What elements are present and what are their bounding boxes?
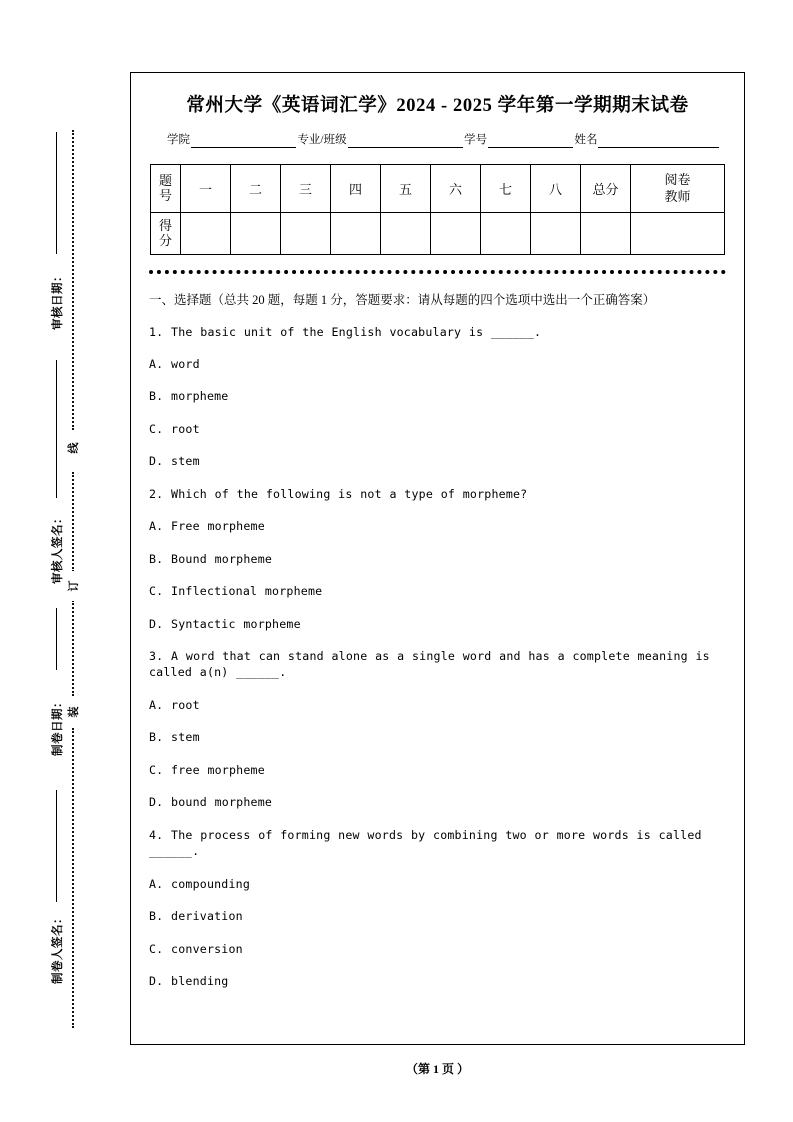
binding-margin <box>0 0 130 1122</box>
question-2-option-c[interactable]: C. Inflectional morpheme <box>149 584 323 599</box>
cell-score-8[interactable] <box>531 213 581 255</box>
question-3-option-a[interactable]: A. root <box>149 697 200 712</box>
margin-label-review-date: 审核日期： <box>50 270 64 330</box>
binding-dotline-3 <box>72 600 74 696</box>
info-blank-major-class[interactable] <box>348 135 463 148</box>
question-1-option-c[interactable]: C. root <box>149 421 200 436</box>
cell-q8: 八 <box>531 165 581 213</box>
margin-label-reviewer-signature: 审核人签名： <box>50 512 64 584</box>
cell-grader-label <box>631 165 725 213</box>
label-fen: 分 <box>158 232 172 248</box>
page-title: 常州大学《英语词汇学》2024 - 2025 学年第一学期期末试卷 <box>186 96 689 116</box>
binding-char-zhuang: 装 <box>65 697 81 727</box>
cell-q2: 二 <box>231 165 281 213</box>
label-de: 得 <box>158 217 172 233</box>
info-label-student-id: 学号 <box>464 134 488 146</box>
margin-rule-1 <box>56 132 57 254</box>
grader-label-line2: 教师 <box>664 188 691 204</box>
margin-label-producer-signature: 制卷人签名： <box>50 912 64 984</box>
cell-q6: 六 <box>431 165 481 213</box>
cell-score-3[interactable] <box>281 213 331 255</box>
cell-score-5[interactable] <box>381 213 431 255</box>
exam-paper-body <box>130 72 745 1045</box>
cell-score-total[interactable] <box>581 213 631 255</box>
info-blank-name[interactable] <box>598 135 719 148</box>
student-info-line <box>167 131 720 148</box>
question-1-option-d[interactable]: D. stem <box>149 454 200 469</box>
binding-dotline-1 <box>72 130 74 430</box>
binding-char-ding: 订 <box>65 571 81 601</box>
margin-label-produce-date: 制卷日期： <box>50 696 64 756</box>
cell-score-7[interactable] <box>481 213 531 255</box>
cell-q5: 五 <box>381 165 431 213</box>
question-4-option-a[interactable]: A. compounding <box>149 876 251 891</box>
margin-rule-3 <box>56 608 57 670</box>
question-1-option-b[interactable]: B. morpheme <box>149 389 229 404</box>
info-blank-student-id[interactable] <box>488 135 573 148</box>
question-stem-1: 1. The basic unit of the English vocabulary is ______. <box>149 324 542 339</box>
question-1-option-a[interactable]: A. word <box>149 356 200 371</box>
question-stem-3: 3. A word that can stand alone as a single word and has a complete meaning is called a(n) ______. <box>149 649 710 680</box>
info-label-name: 姓名 <box>574 134 598 146</box>
binding-dotline-4 <box>72 728 74 1028</box>
question-stem-2: 2. Which of the following is not a type of morpheme? <box>149 486 528 501</box>
question-4-option-b[interactable]: B. derivation <box>149 909 243 924</box>
question-4-option-d[interactable]: D. blending <box>149 974 229 989</box>
question-4-option-c[interactable]: C. conversion <box>149 941 243 956</box>
score-table <box>150 164 725 255</box>
info-label-major-class: 专业/班级 <box>297 134 347 146</box>
cell-score-2[interactable] <box>231 213 281 255</box>
question-2-option-b[interactable]: B. Bound morpheme <box>149 551 273 566</box>
question-3-option-c[interactable]: C. free morpheme <box>149 762 265 777</box>
cell-q4: 四 <box>331 165 381 213</box>
cell-score-6[interactable] <box>431 213 481 255</box>
cell-score-1[interactable] <box>181 213 231 255</box>
info-label-college: 学院 <box>167 134 190 146</box>
label-ti: 题 <box>158 172 172 188</box>
question-stem-4: 4. The process of forming new words by combining two or more words is called ______. <box>149 827 702 859</box>
table-row-header <box>151 165 725 213</box>
question-body <box>149 290 726 989</box>
section-divider-dotted <box>149 269 726 274</box>
binding-char-xian: 线 <box>65 433 81 463</box>
cell-score-4[interactable] <box>331 213 381 255</box>
question-2-option-a[interactable]: A. Free morpheme <box>149 519 265 534</box>
cell-q3: 三 <box>281 165 331 213</box>
label-hao: 号 <box>158 187 172 203</box>
table-row-score <box>151 213 725 255</box>
question-3-option-d[interactable]: D. bound morpheme <box>149 795 273 810</box>
cell-total-label: 总分 <box>581 165 631 213</box>
margin-rule-4 <box>56 790 57 902</box>
cell-q7: 七 <box>481 165 531 213</box>
info-blank-college[interactable] <box>191 135 296 148</box>
cell-score-grader[interactable] <box>631 213 725 255</box>
cell-q1: 一 <box>181 165 231 213</box>
cell-question-number-label <box>151 165 181 213</box>
section-heading-multiple-choice: 一、选择题（总共 20 题，每题 1 分，答题要求：请从每题的四个选项中选出一个正确答案） <box>149 293 656 307</box>
question-3-option-b[interactable]: B. stem <box>149 730 200 745</box>
page-footer: （第 1 页 ） <box>405 1062 469 1076</box>
binding-dotline-2 <box>72 472 74 572</box>
question-2-option-d[interactable]: D. Syntactic morpheme <box>149 616 301 631</box>
grader-label-line1: 阅卷 <box>664 172 691 188</box>
cell-score-label <box>151 213 181 255</box>
margin-rule-2 <box>56 360 57 498</box>
